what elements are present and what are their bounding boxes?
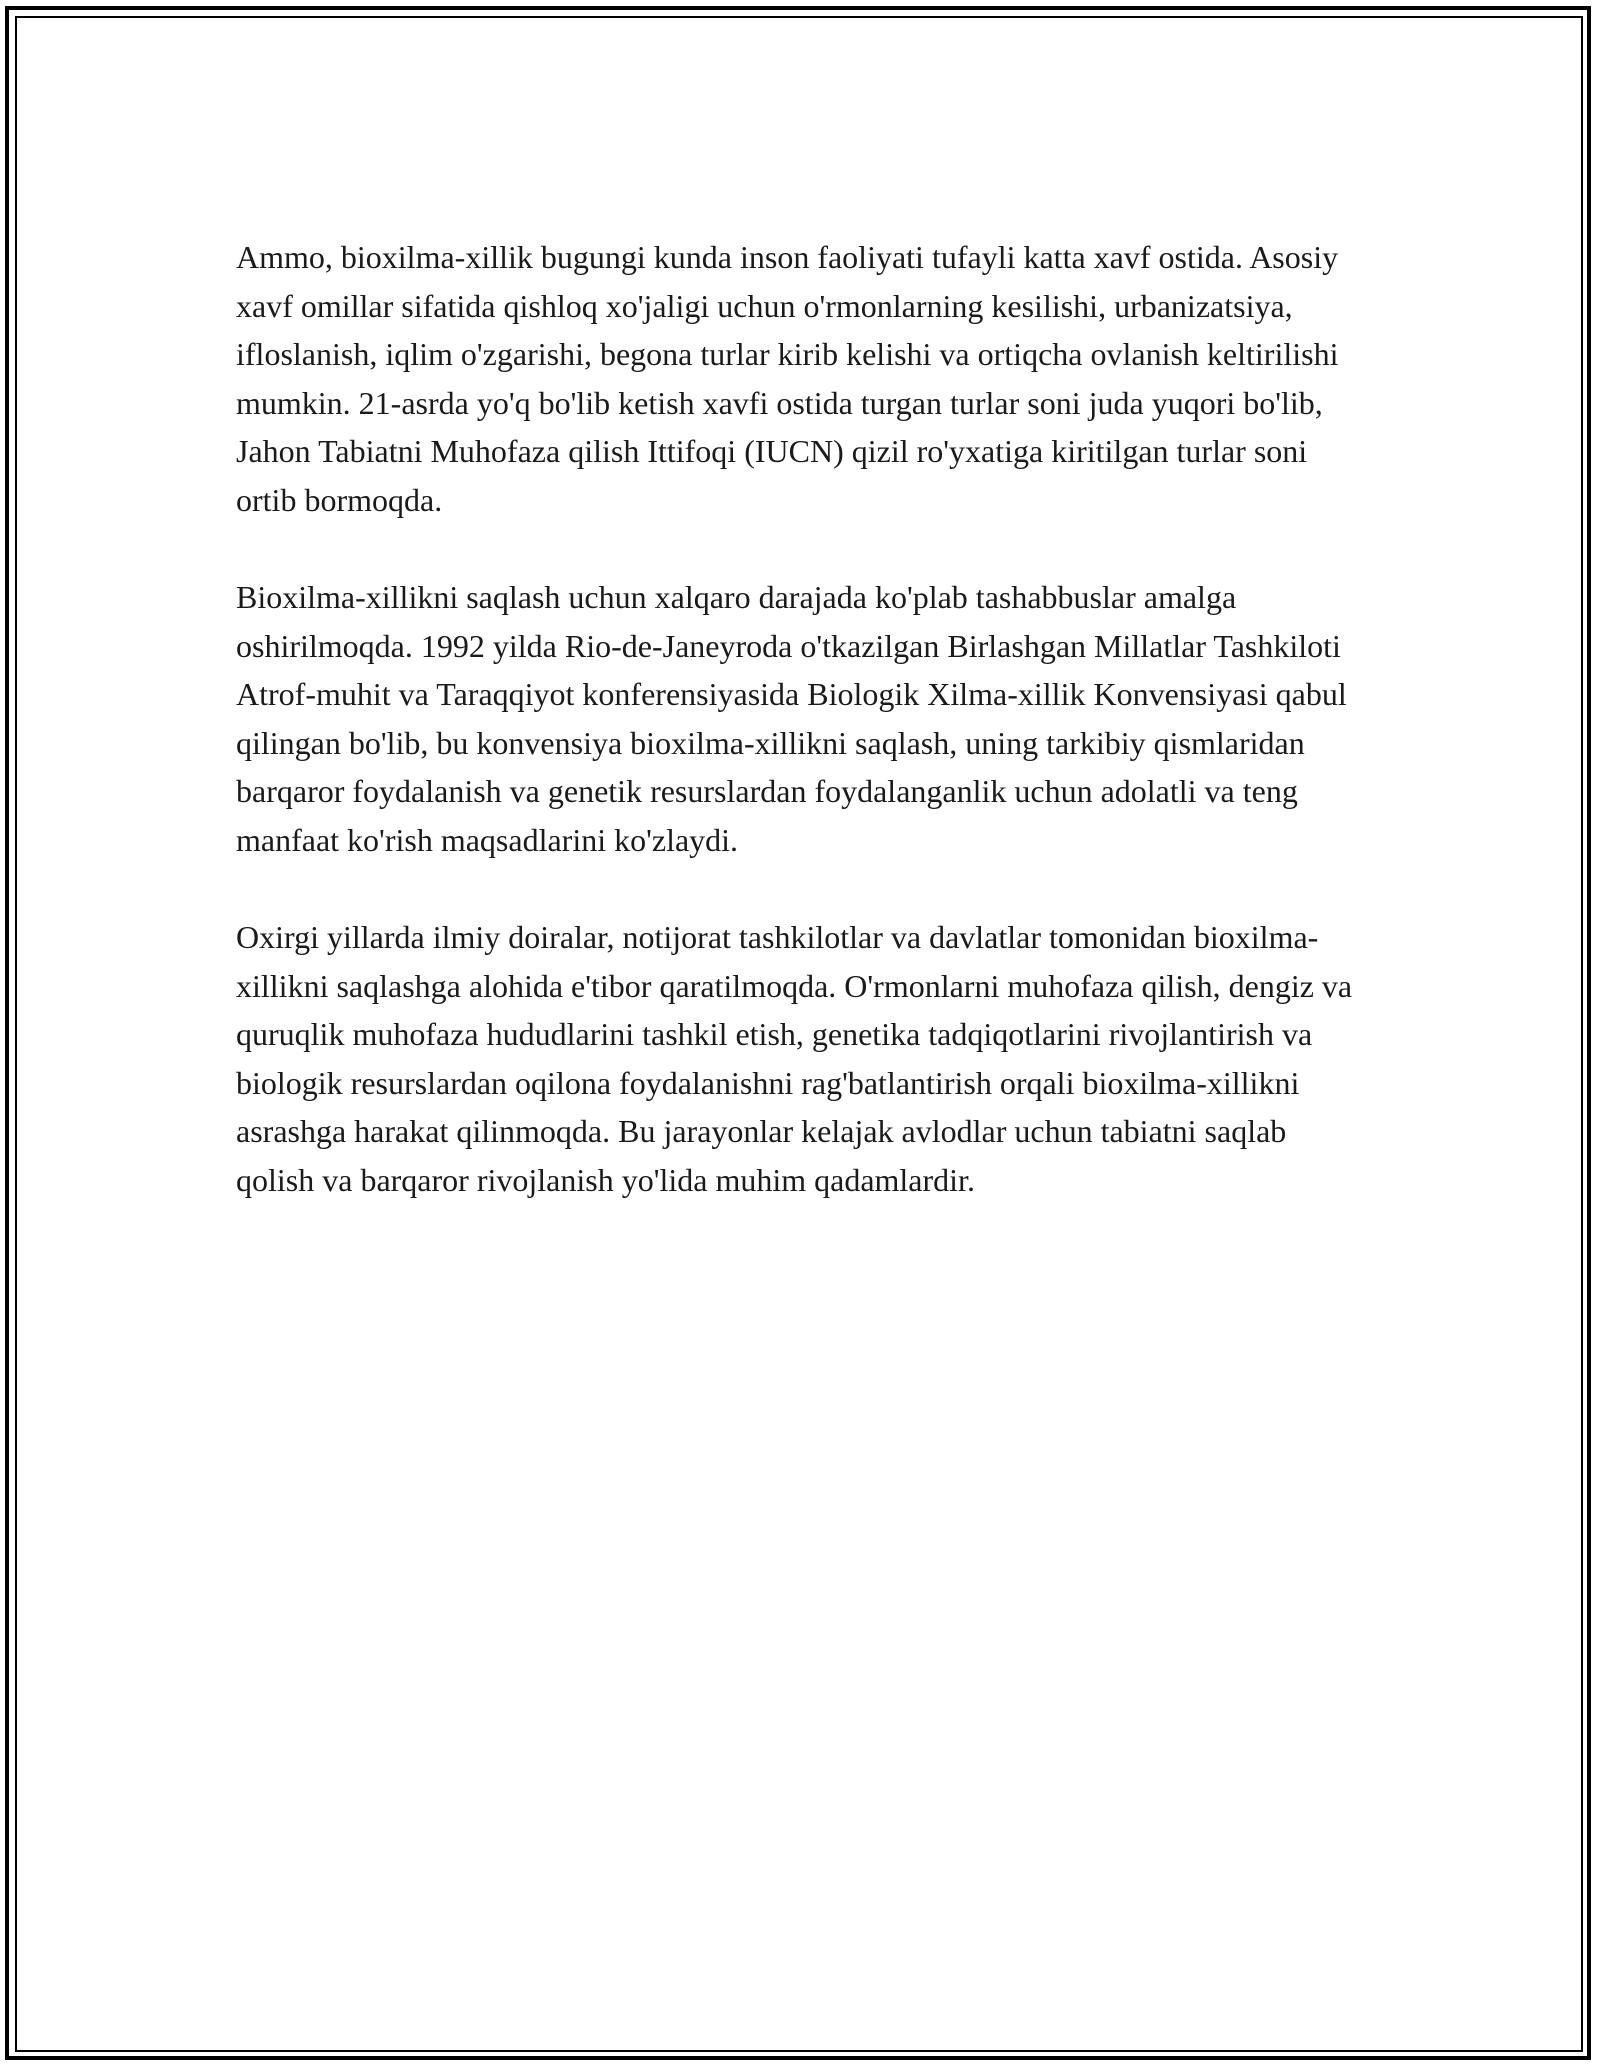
paragraph-2: Bioxilma-xillikni saqlash uchun xalqaro darajada ko'plab tashabbuslar amalga oshirilmoqda. 1992 yilda Rio-de-Janeyroda o'tkazilgan Birlashgan Millatlar Tashkiloti Atrof-muhit va Taraqqiyot konferensiyasida Biologik Xilma-xillik Konvensiyasi qabul qilingan bo'lib, bu konvensiya bioxilma-xillikni saqlash, uning tarkibiy qismlaridan barqaror foydalanish va genetik resurslardan foydalanganlik uchun adolatli va teng manfaat ko'rish maqsadlarini ko'zlaydi. [236, 579, 1347, 858]
paragraph-3: Oxirgi yillarda ilmiy doiralar, notijorat tashkilotlar va davlatlar tomonidan bioxilma-xillikni saqlashga alohida e'tibor qaratilmoqda. O'rmonlarni muhofaza qilish, dengiz va quruqlik muhofaza hududlarini tashkil etish, genetika tadqiqotlarini rivojlantirish va biologik resurslardan oqilona foydalanishni rag'batlantirish orqali bioxilma-xillikni asrashga harakat qilinmoqda. Bu jarayonlar kelajak avlodlar uchun tabiatni saqlab qolish va barqaror rivojlanish yo'lida muhim qadamlardir. [236, 919, 1353, 1198]
paragraph-1: Ammo, bioxilma-xillik bugungi kunda inson faoliyati tufayli katta xavf ostida. Asosiy xavf omillar sifatida qishloq xo'jaligi uchun o'rmonlarning kesilishi, urbanizatsiya, ifloslanish, iqlim o'zgarishi, begona turlar kirib kelishi va ortiqcha ovlanish keltirilishi mumkin. 21-asrda yo'q bo'lib ketish xavfi ostida turgan turlar soni juda yuqori bo'lib, Jahon Tabiatni Muhofaza qilish Ittifoqi (IUCN) qizil ro'yxatiga kiritilgan turlar soni ortib bormoqda. [236, 239, 1339, 518]
document-body [236, 233, 1356, 1253]
